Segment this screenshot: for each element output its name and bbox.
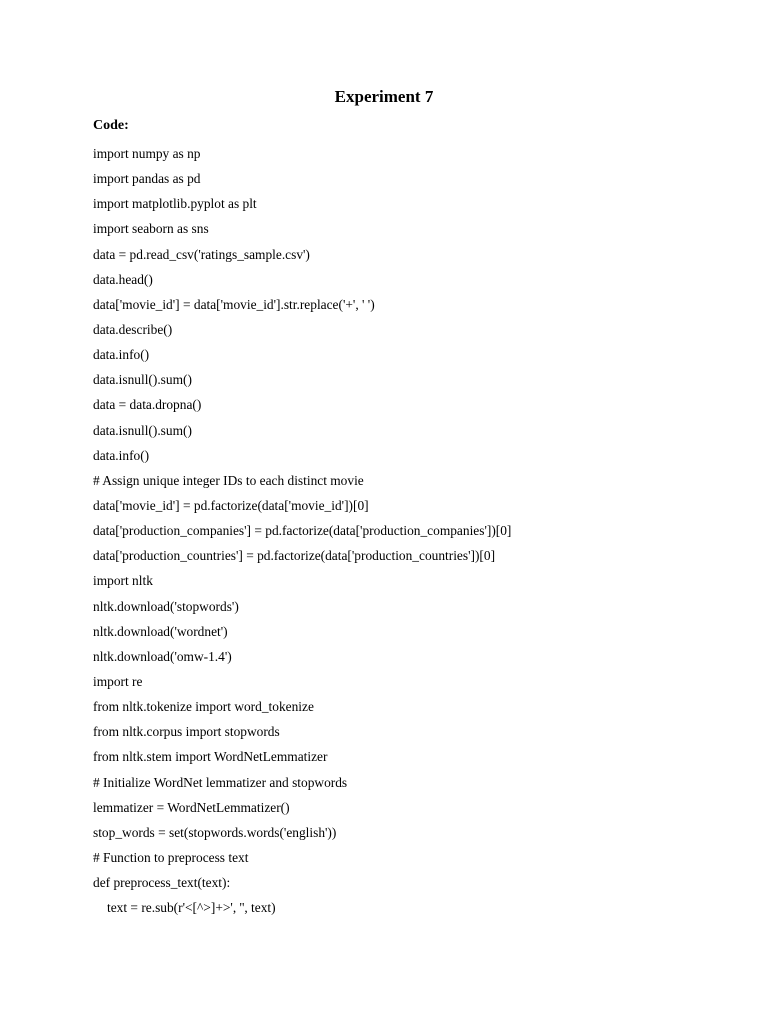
code-line: lemmatizer = WordNetLemmatizer(): [93, 799, 290, 815]
code-line: data['production_companies'] = pd.factorize(data['production_companies'])[0]: [93, 523, 512, 539]
code-line: stop_words = set(stopwords.words('english')): [93, 824, 337, 840]
code-line: data = pd.read_csv('ratings_sample.csv'): [93, 246, 310, 262]
code-section-label: Code:: [93, 118, 129, 133]
code-line: import seaborn as sns: [93, 221, 209, 237]
code-line: data.head(): [93, 271, 153, 287]
code-line: data['movie_id'] = pd.factorize(data['movie_id'])[0]: [93, 497, 369, 513]
code-line: from nltk.corpus import stopwords: [93, 724, 280, 740]
code-block: [93, 145, 733, 924]
code-line: data.info(): [93, 447, 150, 463]
code-line: from nltk.stem import WordNetLemmatizer: [93, 749, 328, 765]
page-title: Experiment 7: [334, 87, 434, 106]
code-comment-line: # Function to preprocess text: [93, 849, 249, 865]
code-line: def preprocess_text(text):: [93, 875, 231, 891]
code-line: data['movie_id'] = data['movie_id'].str.replace('+', ' '): [93, 296, 375, 312]
code-line: from nltk.tokenize import word_tokenize: [93, 699, 314, 715]
code-line: data['production_countries'] = pd.factorize(data['production_countries'])[0]: [93, 548, 496, 564]
code-line: data = data.dropna(): [93, 397, 202, 413]
code-comment-line: # Initialize WordNet lemmatizer and stopwords: [93, 774, 348, 790]
code-line: data.isnull().sum(): [93, 372, 192, 388]
code-line: import matplotlib.pyplot as plt: [93, 196, 257, 212]
code-line: data.info(): [93, 347, 150, 363]
code-line: data.describe(): [93, 321, 173, 337]
code-line: import pandas as pd: [93, 171, 201, 187]
code-line: import re: [93, 673, 143, 689]
code-line: import nltk: [93, 573, 153, 589]
code-line-indented: text = re.sub(r'<[^>]+>', '', text): [107, 900, 276, 916]
code-line: import numpy as np: [93, 146, 201, 161]
code-comment-line: # Assign unique integer IDs to each distinct movie: [93, 472, 364, 488]
code-line: nltk.download('wordnet'): [93, 623, 228, 639]
code-line: nltk.download('stopwords'): [93, 598, 239, 614]
code-line: nltk.download('omw-1.4'): [93, 648, 232, 664]
code-line: data.isnull().sum(): [93, 422, 192, 438]
